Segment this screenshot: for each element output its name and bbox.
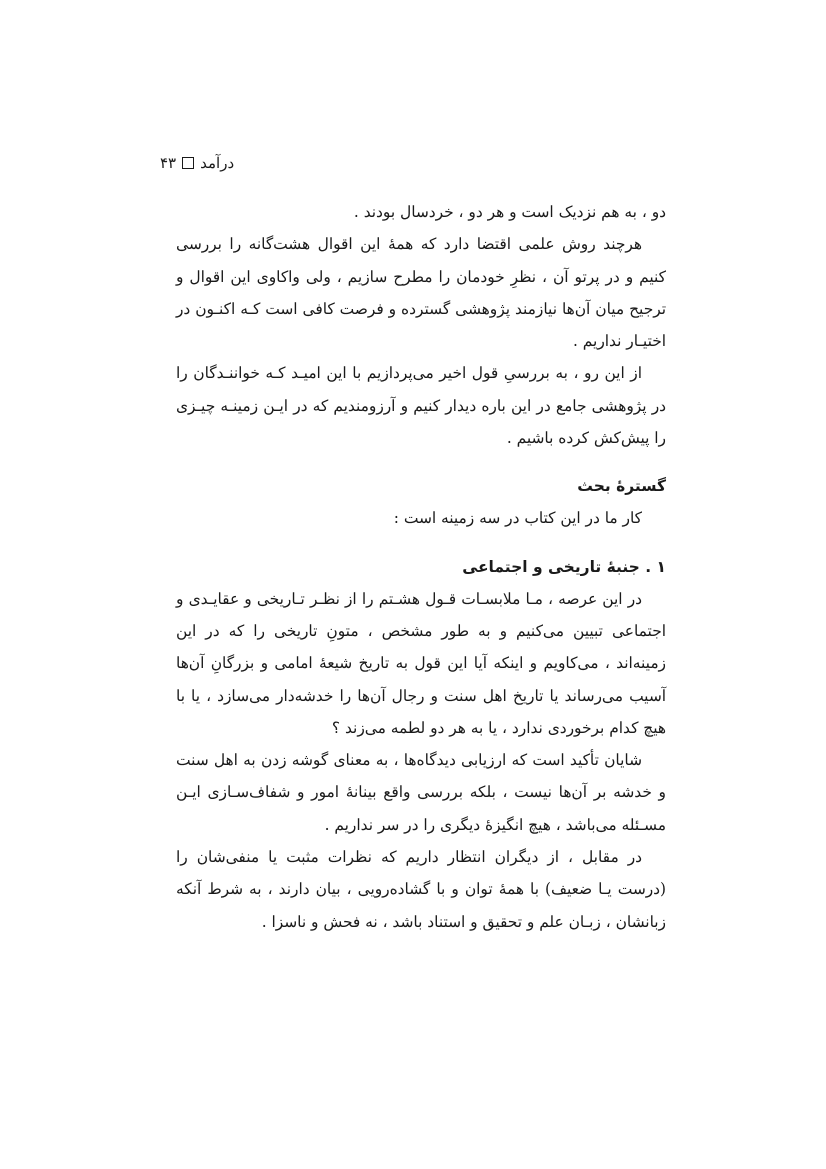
spacer (176, 535, 666, 551)
paragraph: هرچند روش علمی اقتضا دارد که همهٔ این اقوال هشت‌گانه را بررسی کنیم و در پرتو آن ، نظرِ خودمان را مطرح سازیم ، ولی واکاوی این اقوال و ترجیح میان آن‌ها نیازمند پژوهشی گسترده و فرصت کافی است کـه اکنـون در اختیـار نداریم . (176, 235, 666, 351)
paragraph: دو ، به هم نزدیک است و هر دو ، خردسال بودند . (353, 203, 666, 221)
paragraph: کار ما در این کتاب در سه زمینه است : (393, 509, 642, 528)
square-ornament-icon (182, 157, 194, 169)
running-title: درآمد (200, 154, 235, 172)
page-body (176, 196, 666, 938)
page-number: ۴۳ (160, 154, 177, 172)
spacer (176, 454, 666, 470)
paragraph: از این رو ، به بررسیِ قول اخیر می‌پردازیم با این امیـد کـه خواننـدگان را در پژوهشی جامع در این باره دیدار کنیم و آرزومندیم که در ایـن زمینـه چیـزی را پیش‌کش کرده باشیم . (176, 364, 666, 448)
paragraph: شایان تأکید است که ارزیابی دیدگاه‌ها ، به معنای گوشه زدن به اهل سنت و خدشه بر آن‌ها نیست ، بلکه بررسی واقع بینانهٔ امور و شفاف‌سـازی ایـن مسـئله می‌باشد ، هیچ انگیزهٔ دیگری را در سر نداریم . (176, 751, 666, 834)
section-heading-historical-social: ۱ . جنبهٔ تاریخی و اجتماعی (462, 557, 666, 576)
paragraph: در این عرصه ، مـا ملابسـات قـول هشـتم را از نظـر تـاریخی و عقایـدی و اجتماعی تبیین می‌کنیم و به طور مشخص ، متونِ تاریخی را که در این زمینه‌اند ، می‌کاویم و اینکه آیا این قول به تاریخ شیعهٔ امامی و بزرگانِ آن‌ها آسیب می‌رساند یا تاریخ اهل سنت و رجال آن‌ها را خدشه‌دار می‌سازد ، یا با هیچ کدام برخوردی ندارد ، یا به هر دو لطمه می‌زند ؟ (176, 589, 666, 737)
section-heading-scope: گسترهٔ بحث (577, 477, 666, 496)
page-header (160, 150, 260, 176)
paragraph: در مقابل ، از دیگران انتظار داریم که نظرات مثبت یا منفی‌شان را (درست یـا ضعیف) با همهٔ توان و با گشاده‌رویی ، بیان دارند ، به شرط آنکه زبانشان ، زبـان علم و تحقیق و استناد باشد ، نه فحش و ناسزا . (176, 848, 667, 931)
